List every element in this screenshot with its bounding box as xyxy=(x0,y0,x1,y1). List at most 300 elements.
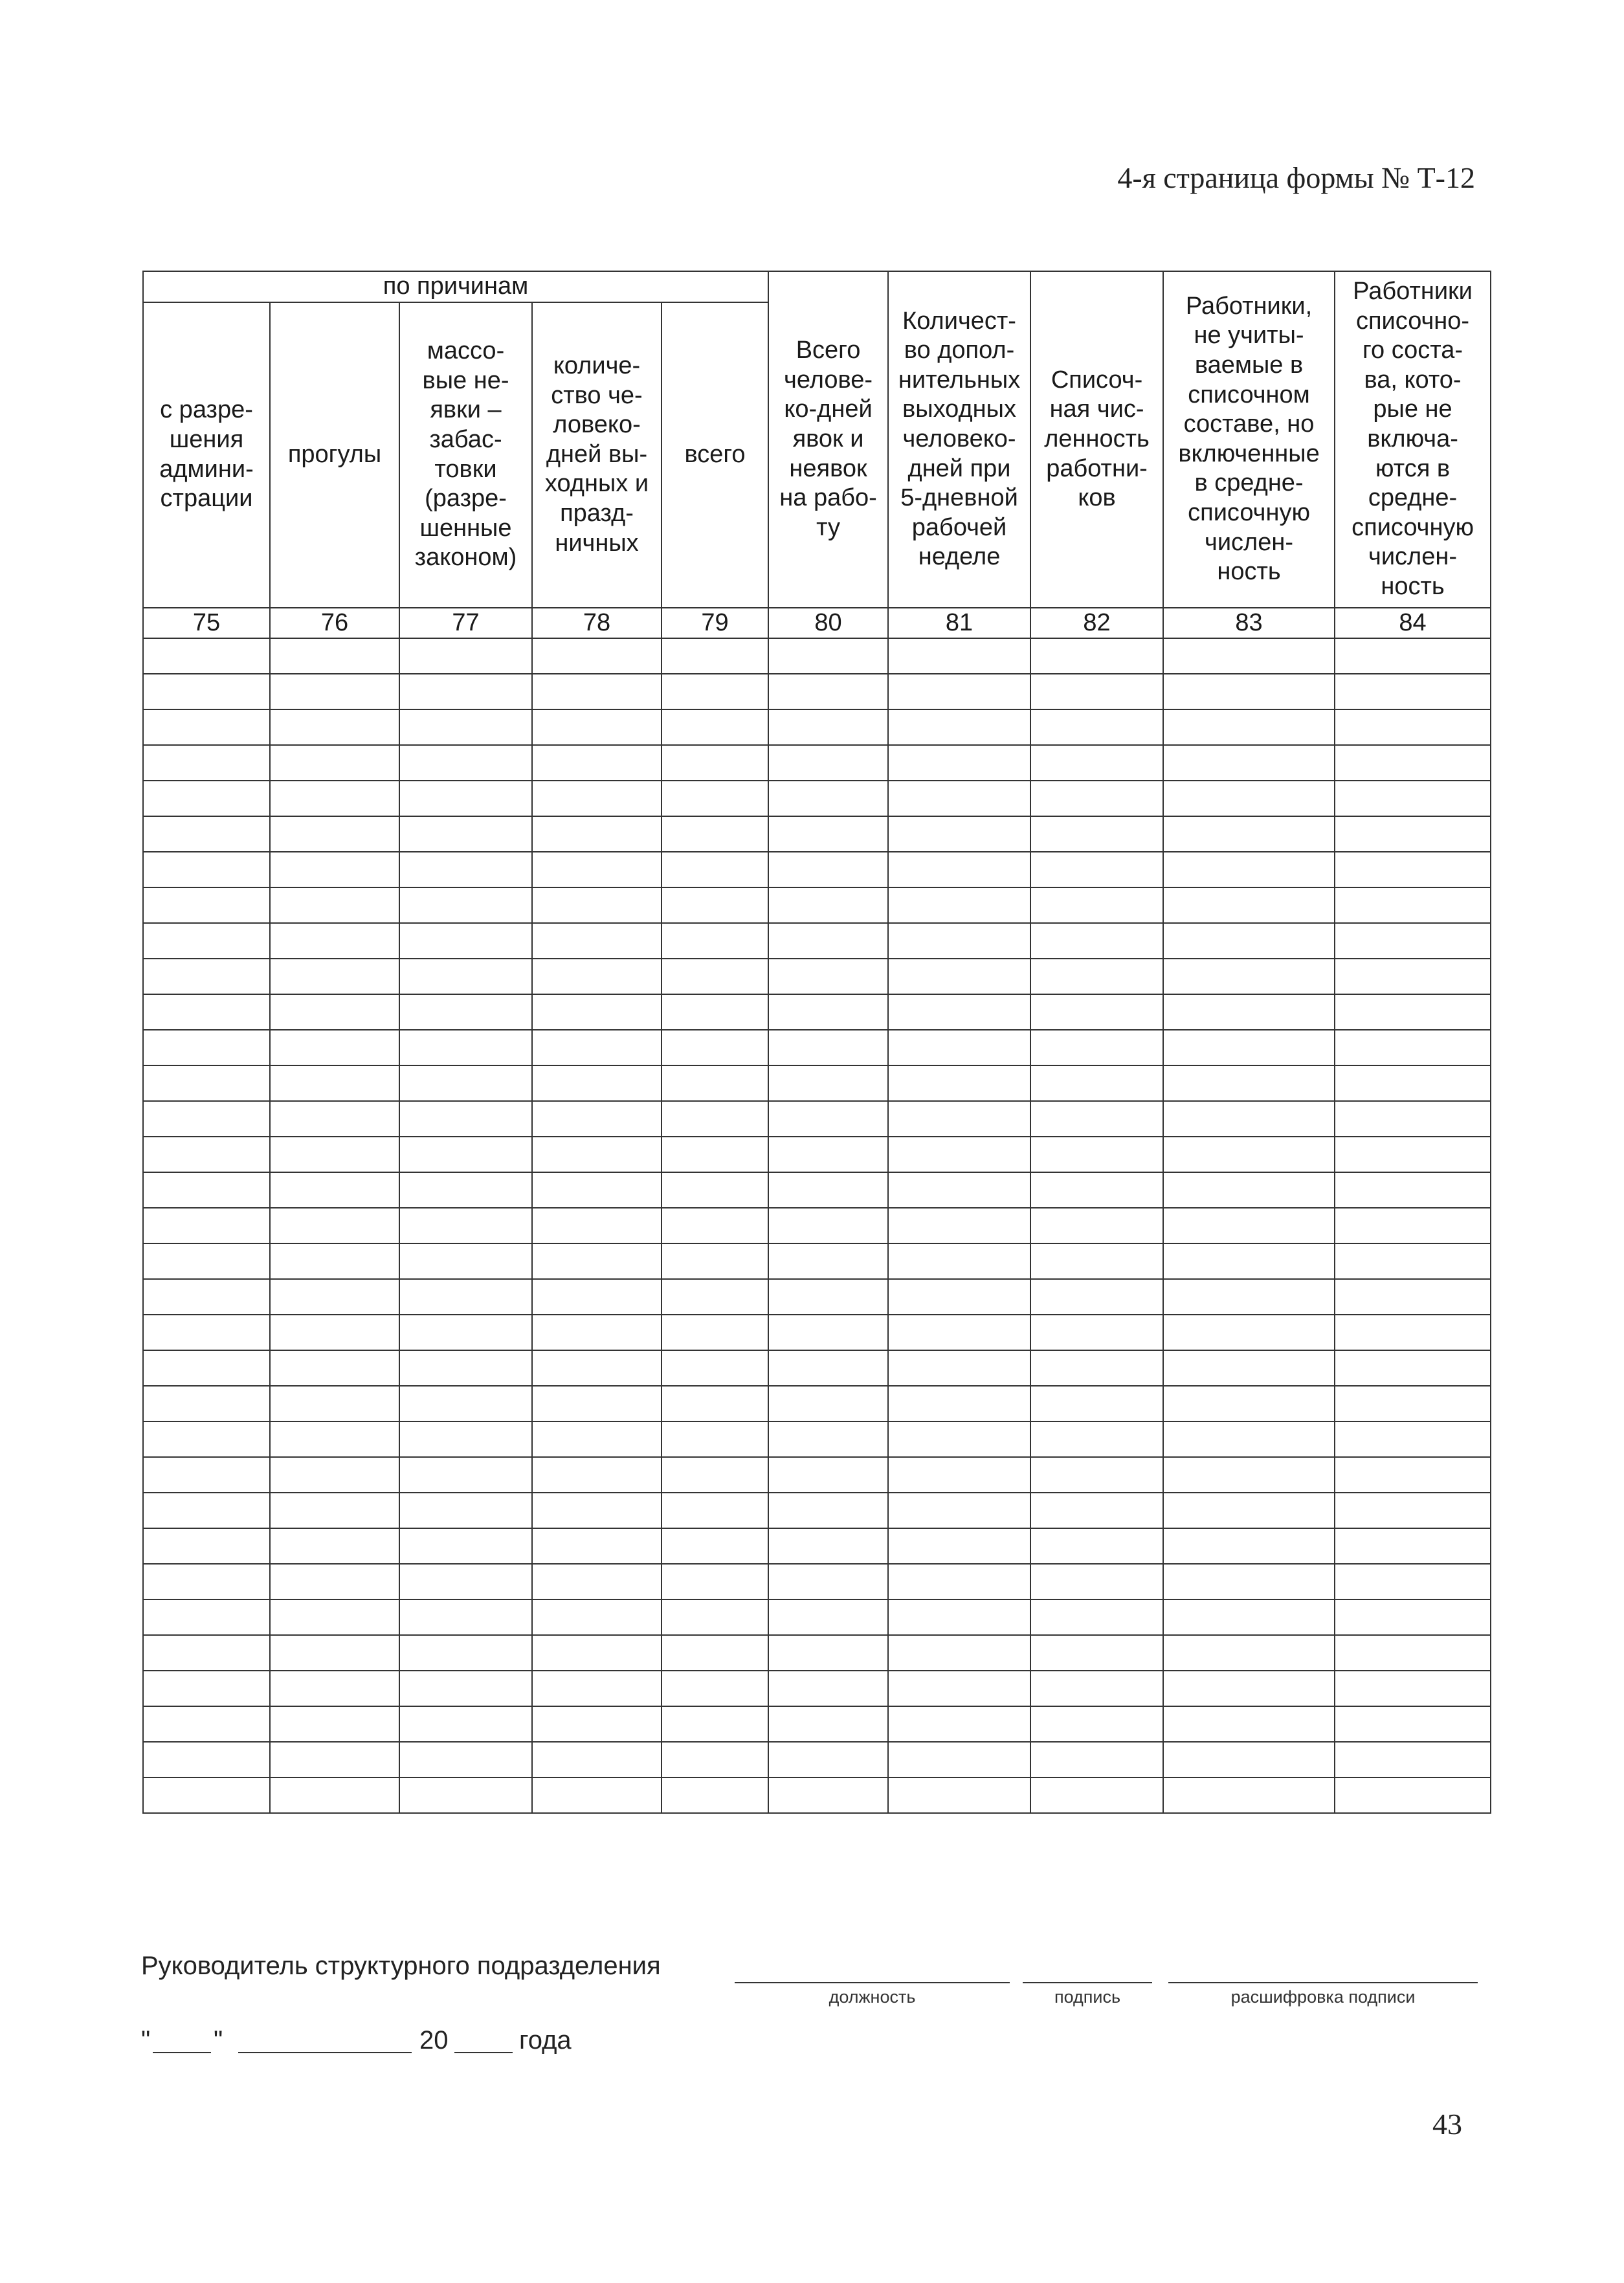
table-cell[interactable] xyxy=(768,1350,888,1386)
table-cell[interactable] xyxy=(1335,1350,1491,1386)
table-cell[interactable] xyxy=(662,1599,768,1635)
table-cell[interactable] xyxy=(399,1671,532,1706)
table-cell[interactable] xyxy=(532,674,662,709)
table-cell[interactable] xyxy=(532,959,662,994)
table-cell[interactable] xyxy=(1030,1528,1163,1564)
table-cell[interactable] xyxy=(768,1030,888,1065)
table-cell[interactable] xyxy=(270,1635,399,1671)
table-cell[interactable] xyxy=(270,1350,399,1386)
table-cell[interactable] xyxy=(662,1742,768,1777)
table-cell[interactable] xyxy=(143,1742,270,1777)
table-cell[interactable] xyxy=(662,923,768,959)
table-cell[interactable] xyxy=(1030,1742,1163,1777)
table-cell[interactable] xyxy=(768,959,888,994)
table-cell[interactable] xyxy=(399,1030,532,1065)
table-cell[interactable] xyxy=(532,1564,662,1599)
table-cell[interactable] xyxy=(768,1564,888,1599)
table-cell[interactable] xyxy=(270,1137,399,1172)
table-cell[interactable] xyxy=(888,1208,1030,1243)
table-cell[interactable] xyxy=(1335,1030,1491,1065)
table-cell[interactable] xyxy=(270,887,399,923)
table-cell[interactable] xyxy=(1335,994,1491,1030)
table-cell[interactable] xyxy=(888,1350,1030,1386)
table-cell[interactable] xyxy=(1163,638,1335,674)
table-cell[interactable] xyxy=(768,1137,888,1172)
table-cell[interactable] xyxy=(143,1350,270,1386)
table-cell[interactable] xyxy=(768,1065,888,1101)
table-cell[interactable] xyxy=(1335,1172,1491,1208)
table-cell[interactable] xyxy=(532,1208,662,1243)
table-cell[interactable] xyxy=(1335,1386,1491,1421)
table-cell[interactable] xyxy=(768,852,888,887)
table-cell[interactable] xyxy=(1335,1065,1491,1101)
table-cell[interactable] xyxy=(143,1635,270,1671)
table-cell[interactable] xyxy=(270,1315,399,1350)
table-cell[interactable] xyxy=(532,638,662,674)
table-cell[interactable] xyxy=(399,1599,532,1635)
table-cell[interactable] xyxy=(1163,674,1335,709)
table-cell[interactable] xyxy=(888,959,1030,994)
table-cell[interactable] xyxy=(888,852,1030,887)
table-cell[interactable] xyxy=(662,959,768,994)
table-cell[interactable] xyxy=(270,781,399,816)
table-cell[interactable] xyxy=(270,674,399,709)
table-cell[interactable] xyxy=(768,781,888,816)
table-cell[interactable] xyxy=(1163,1243,1335,1279)
table-cell[interactable] xyxy=(768,1101,888,1137)
table-cell[interactable] xyxy=(662,1421,768,1457)
table-cell[interactable] xyxy=(143,745,270,781)
table-cell[interactable] xyxy=(1335,1493,1491,1528)
table-cell[interactable] xyxy=(888,1706,1030,1742)
table-cell[interactable] xyxy=(1335,1564,1491,1599)
table-cell[interactable] xyxy=(1335,1635,1491,1671)
table-cell[interactable] xyxy=(270,1564,399,1599)
table-cell[interactable] xyxy=(1335,1777,1491,1813)
table-cell[interactable] xyxy=(1163,887,1335,923)
table-cell[interactable] xyxy=(768,638,888,674)
table-cell[interactable] xyxy=(888,1386,1030,1421)
table-cell[interactable] xyxy=(1335,816,1491,852)
table-cell[interactable] xyxy=(399,1243,532,1279)
table-cell[interactable] xyxy=(888,1457,1030,1493)
table-cell[interactable] xyxy=(888,1137,1030,1172)
table-cell[interactable] xyxy=(270,1493,399,1528)
table-cell[interactable] xyxy=(399,1386,532,1421)
table-cell[interactable] xyxy=(1030,1101,1163,1137)
table-cell[interactable] xyxy=(1335,781,1491,816)
table-cell[interactable] xyxy=(532,852,662,887)
table-cell[interactable] xyxy=(662,1635,768,1671)
table-cell[interactable] xyxy=(532,1065,662,1101)
table-cell[interactable] xyxy=(888,1635,1030,1671)
table-cell[interactable] xyxy=(888,781,1030,816)
table-cell[interactable] xyxy=(1163,959,1335,994)
signature-line[interactable] xyxy=(1023,1982,1152,1983)
table-cell[interactable] xyxy=(532,1777,662,1813)
table-cell[interactable] xyxy=(143,887,270,923)
table-cell[interactable] xyxy=(1335,1599,1491,1635)
table-cell[interactable] xyxy=(1163,1564,1335,1599)
table-cell[interactable] xyxy=(662,1279,768,1315)
table-cell[interactable] xyxy=(532,1599,662,1635)
table-cell[interactable] xyxy=(888,1243,1030,1279)
table-cell[interactable] xyxy=(662,1528,768,1564)
table-cell[interactable] xyxy=(888,638,1030,674)
table-cell[interactable] xyxy=(532,816,662,852)
table-cell[interactable] xyxy=(1030,1315,1163,1350)
table-cell[interactable] xyxy=(1030,1671,1163,1706)
table-cell[interactable] xyxy=(532,1030,662,1065)
table-cell[interactable] xyxy=(143,1172,270,1208)
table-cell[interactable] xyxy=(532,1742,662,1777)
table-cell[interactable] xyxy=(143,1528,270,1564)
table-cell[interactable] xyxy=(143,1564,270,1599)
table-cell[interactable] xyxy=(888,994,1030,1030)
table-cell[interactable] xyxy=(1335,1528,1491,1564)
table-cell[interactable] xyxy=(1030,852,1163,887)
table-cell[interactable] xyxy=(1163,1706,1335,1742)
table-cell[interactable] xyxy=(270,1101,399,1137)
table-cell[interactable] xyxy=(1030,1493,1163,1528)
table-cell[interactable] xyxy=(143,1493,270,1528)
table-cell[interactable] xyxy=(662,674,768,709)
table-cell[interactable] xyxy=(1030,1208,1163,1243)
table-cell[interactable] xyxy=(270,1030,399,1065)
table-cell[interactable] xyxy=(270,709,399,745)
table-cell[interactable] xyxy=(662,1065,768,1101)
table-cell[interactable] xyxy=(399,781,532,816)
table-cell[interactable] xyxy=(768,1706,888,1742)
table-cell[interactable] xyxy=(143,1101,270,1137)
table-cell[interactable] xyxy=(662,1172,768,1208)
table-cell[interactable] xyxy=(532,1386,662,1421)
table-cell[interactable] xyxy=(270,1599,399,1635)
table-cell[interactable] xyxy=(888,816,1030,852)
table-cell[interactable] xyxy=(768,1421,888,1457)
table-cell[interactable] xyxy=(532,1528,662,1564)
table-cell[interactable] xyxy=(1030,1457,1163,1493)
table-cell[interactable] xyxy=(768,1457,888,1493)
table-cell[interactable] xyxy=(270,959,399,994)
table-cell[interactable] xyxy=(662,852,768,887)
table-cell[interactable] xyxy=(1335,1457,1491,1493)
table-cell[interactable] xyxy=(888,1528,1030,1564)
table-cell[interactable] xyxy=(1163,1599,1335,1635)
table-cell[interactable] xyxy=(143,1208,270,1243)
table-cell[interactable] xyxy=(399,1101,532,1137)
table-cell[interactable] xyxy=(143,923,270,959)
position-line[interactable] xyxy=(735,1982,1010,1983)
table-cell[interactable] xyxy=(270,1706,399,1742)
table-cell[interactable] xyxy=(532,709,662,745)
table-cell[interactable] xyxy=(662,1564,768,1599)
table-cell[interactable] xyxy=(768,994,888,1030)
table-cell[interactable] xyxy=(888,1742,1030,1777)
table-cell[interactable] xyxy=(270,638,399,674)
table-cell[interactable] xyxy=(270,1457,399,1493)
table-cell[interactable] xyxy=(532,781,662,816)
table-cell[interactable] xyxy=(888,709,1030,745)
table-cell[interactable] xyxy=(270,1279,399,1315)
table-cell[interactable] xyxy=(1030,1706,1163,1742)
table-cell[interactable] xyxy=(399,1777,532,1813)
table-cell[interactable] xyxy=(888,1421,1030,1457)
table-cell[interactable] xyxy=(399,1457,532,1493)
table-cell[interactable] xyxy=(399,638,532,674)
table-cell[interactable] xyxy=(768,674,888,709)
table-cell[interactable] xyxy=(1163,745,1335,781)
table-cell[interactable] xyxy=(768,1777,888,1813)
table-cell[interactable] xyxy=(1335,1671,1491,1706)
table-cell[interactable] xyxy=(1030,1635,1163,1671)
table-cell[interactable] xyxy=(399,887,532,923)
table-cell[interactable] xyxy=(1030,1279,1163,1315)
table-cell[interactable] xyxy=(399,1564,532,1599)
table-cell[interactable] xyxy=(888,1279,1030,1315)
table-cell[interactable] xyxy=(888,745,1030,781)
table-cell[interactable] xyxy=(768,745,888,781)
table-cell[interactable] xyxy=(399,923,532,959)
table-cell[interactable] xyxy=(662,638,768,674)
table-cell[interactable] xyxy=(1163,1742,1335,1777)
table-cell[interactable] xyxy=(1163,1065,1335,1101)
table-cell[interactable] xyxy=(1030,1777,1163,1813)
table-cell[interactable] xyxy=(888,1671,1030,1706)
table-cell[interactable] xyxy=(143,1706,270,1742)
table-cell[interactable] xyxy=(399,1279,532,1315)
table-cell[interactable] xyxy=(888,1777,1030,1813)
table-cell[interactable] xyxy=(768,1635,888,1671)
table-cell[interactable] xyxy=(888,1599,1030,1635)
table-cell[interactable] xyxy=(532,1457,662,1493)
table-cell[interactable] xyxy=(399,1350,532,1386)
table-cell[interactable] xyxy=(143,1421,270,1457)
table-cell[interactable] xyxy=(399,745,532,781)
table-cell[interactable] xyxy=(1163,1101,1335,1137)
table-cell[interactable] xyxy=(1163,1030,1335,1065)
table-cell[interactable] xyxy=(768,1599,888,1635)
table-cell[interactable] xyxy=(399,1172,532,1208)
table-cell[interactable] xyxy=(768,1671,888,1706)
table-cell[interactable] xyxy=(1335,852,1491,887)
table-cell[interactable] xyxy=(1335,959,1491,994)
table-cell[interactable] xyxy=(270,1172,399,1208)
table-cell[interactable] xyxy=(532,745,662,781)
table-cell[interactable] xyxy=(1163,1635,1335,1671)
table-cell[interactable] xyxy=(143,1457,270,1493)
table-cell[interactable] xyxy=(143,816,270,852)
table-cell[interactable] xyxy=(662,781,768,816)
table-cell[interactable] xyxy=(399,1635,532,1671)
table-cell[interactable] xyxy=(662,887,768,923)
table-cell[interactable] xyxy=(1030,959,1163,994)
table-cell[interactable] xyxy=(662,1315,768,1350)
table-cell[interactable] xyxy=(399,709,532,745)
table-cell[interactable] xyxy=(1163,1386,1335,1421)
table-cell[interactable] xyxy=(143,1777,270,1813)
table-cell[interactable] xyxy=(1030,887,1163,923)
table-cell[interactable] xyxy=(888,1493,1030,1528)
table-cell[interactable] xyxy=(1335,1742,1491,1777)
table-cell[interactable] xyxy=(768,1493,888,1528)
table-cell[interactable] xyxy=(532,1635,662,1671)
table-cell[interactable] xyxy=(888,887,1030,923)
table-cell[interactable] xyxy=(768,1742,888,1777)
table-cell[interactable] xyxy=(662,1030,768,1065)
table-cell[interactable] xyxy=(1163,1493,1335,1528)
table-cell[interactable] xyxy=(1335,923,1491,959)
table-cell[interactable] xyxy=(399,994,532,1030)
table-cell[interactable] xyxy=(1163,1528,1335,1564)
table-cell[interactable] xyxy=(1030,1421,1163,1457)
table-cell[interactable] xyxy=(1335,745,1491,781)
date-month-blank[interactable] xyxy=(238,2052,412,2053)
table-cell[interactable] xyxy=(662,745,768,781)
table-cell[interactable] xyxy=(399,1493,532,1528)
table-cell[interactable] xyxy=(399,816,532,852)
table-cell[interactable] xyxy=(270,1671,399,1706)
table-cell[interactable] xyxy=(768,1243,888,1279)
table-cell[interactable] xyxy=(1335,1243,1491,1279)
table-cell[interactable] xyxy=(143,638,270,674)
table-cell[interactable] xyxy=(1163,994,1335,1030)
table-cell[interactable] xyxy=(143,1065,270,1101)
table-cell[interactable] xyxy=(1030,638,1163,674)
table-cell[interactable] xyxy=(662,994,768,1030)
table-cell[interactable] xyxy=(1335,1421,1491,1457)
table-cell[interactable] xyxy=(270,1065,399,1101)
table-cell[interactable] xyxy=(143,1386,270,1421)
table-cell[interactable] xyxy=(768,887,888,923)
date-year-blank[interactable] xyxy=(454,2052,513,2053)
table-cell[interactable] xyxy=(143,1279,270,1315)
table-cell[interactable] xyxy=(768,709,888,745)
table-cell[interactable] xyxy=(399,1742,532,1777)
table-cell[interactable] xyxy=(532,1315,662,1350)
table-cell[interactable] xyxy=(532,923,662,959)
table-cell[interactable] xyxy=(1335,1706,1491,1742)
table-cell[interactable] xyxy=(1030,1564,1163,1599)
table-cell[interactable] xyxy=(143,1599,270,1635)
table-cell[interactable] xyxy=(1163,1279,1335,1315)
table-cell[interactable] xyxy=(270,1777,399,1813)
table-cell[interactable] xyxy=(768,1208,888,1243)
table-cell[interactable] xyxy=(1030,1172,1163,1208)
table-cell[interactable] xyxy=(1030,994,1163,1030)
table-cell[interactable] xyxy=(662,1208,768,1243)
table-cell[interactable] xyxy=(1163,923,1335,959)
table-cell[interactable] xyxy=(1163,816,1335,852)
table-cell[interactable] xyxy=(768,1172,888,1208)
table-cell[interactable] xyxy=(270,852,399,887)
table-cell[interactable] xyxy=(1335,1279,1491,1315)
table-cell[interactable] xyxy=(143,674,270,709)
table-cell[interactable] xyxy=(1163,1350,1335,1386)
table-cell[interactable] xyxy=(1163,1208,1335,1243)
table-cell[interactable] xyxy=(1030,1137,1163,1172)
table-cell[interactable] xyxy=(662,1350,768,1386)
table-cell[interactable] xyxy=(1335,674,1491,709)
table-cell[interactable] xyxy=(532,1279,662,1315)
table-cell[interactable] xyxy=(888,1315,1030,1350)
table-cell[interactable] xyxy=(1335,887,1491,923)
table-cell[interactable] xyxy=(532,994,662,1030)
table-cell[interactable] xyxy=(532,1350,662,1386)
table-cell[interactable] xyxy=(888,674,1030,709)
table-cell[interactable] xyxy=(399,852,532,887)
table-cell[interactable] xyxy=(1030,1030,1163,1065)
table-cell[interactable] xyxy=(662,1671,768,1706)
table-cell[interactable] xyxy=(888,1065,1030,1101)
table-cell[interactable] xyxy=(270,994,399,1030)
table-cell[interactable] xyxy=(532,1137,662,1172)
table-cell[interactable] xyxy=(888,1101,1030,1137)
table-cell[interactable] xyxy=(399,1315,532,1350)
table-cell[interactable] xyxy=(399,959,532,994)
table-cell[interactable] xyxy=(1163,781,1335,816)
table-cell[interactable] xyxy=(143,1030,270,1065)
table-cell[interactable] xyxy=(662,1386,768,1421)
table-cell[interactable] xyxy=(270,923,399,959)
table-cell[interactable] xyxy=(1163,1137,1335,1172)
table-cell[interactable] xyxy=(888,923,1030,959)
table-cell[interactable] xyxy=(1030,1386,1163,1421)
table-cell[interactable] xyxy=(1030,745,1163,781)
table-cell[interactable] xyxy=(532,1172,662,1208)
table-cell[interactable] xyxy=(1030,1599,1163,1635)
table-cell[interactable] xyxy=(662,1243,768,1279)
table-cell[interactable] xyxy=(143,1671,270,1706)
table-cell[interactable] xyxy=(1163,1315,1335,1350)
table-cell[interactable] xyxy=(1335,1315,1491,1350)
table-cell[interactable] xyxy=(143,1243,270,1279)
table-cell[interactable] xyxy=(1335,1137,1491,1172)
table-cell[interactable] xyxy=(1030,923,1163,959)
table-cell[interactable] xyxy=(270,1742,399,1777)
table-cell[interactable] xyxy=(399,1137,532,1172)
table-cell[interactable] xyxy=(888,1172,1030,1208)
table-cell[interactable] xyxy=(143,852,270,887)
table-cell[interactable] xyxy=(532,1421,662,1457)
signature-decoding-line[interactable] xyxy=(1168,1982,1478,1983)
table-cell[interactable] xyxy=(662,1493,768,1528)
table-cell[interactable] xyxy=(888,1564,1030,1599)
table-cell[interactable] xyxy=(143,994,270,1030)
table-cell[interactable] xyxy=(1030,1350,1163,1386)
table-cell[interactable] xyxy=(1163,1777,1335,1813)
table-cell[interactable] xyxy=(1030,1243,1163,1279)
table-cell[interactable] xyxy=(270,816,399,852)
table-cell[interactable] xyxy=(888,1030,1030,1065)
table-cell[interactable] xyxy=(1030,674,1163,709)
table-cell[interactable] xyxy=(143,781,270,816)
table-cell[interactable] xyxy=(662,709,768,745)
table-cell[interactable] xyxy=(662,1777,768,1813)
table-cell[interactable] xyxy=(1030,816,1163,852)
table-cell[interactable] xyxy=(662,1457,768,1493)
table-cell[interactable] xyxy=(143,959,270,994)
table-cell[interactable] xyxy=(768,1386,888,1421)
table-cell[interactable] xyxy=(143,709,270,745)
table-cell[interactable] xyxy=(1163,1172,1335,1208)
table-cell[interactable] xyxy=(1335,709,1491,745)
table-cell[interactable] xyxy=(270,1386,399,1421)
table-cell[interactable] xyxy=(768,1528,888,1564)
table-cell[interactable] xyxy=(399,1528,532,1564)
table-cell[interactable] xyxy=(399,1706,532,1742)
table-cell[interactable] xyxy=(662,816,768,852)
